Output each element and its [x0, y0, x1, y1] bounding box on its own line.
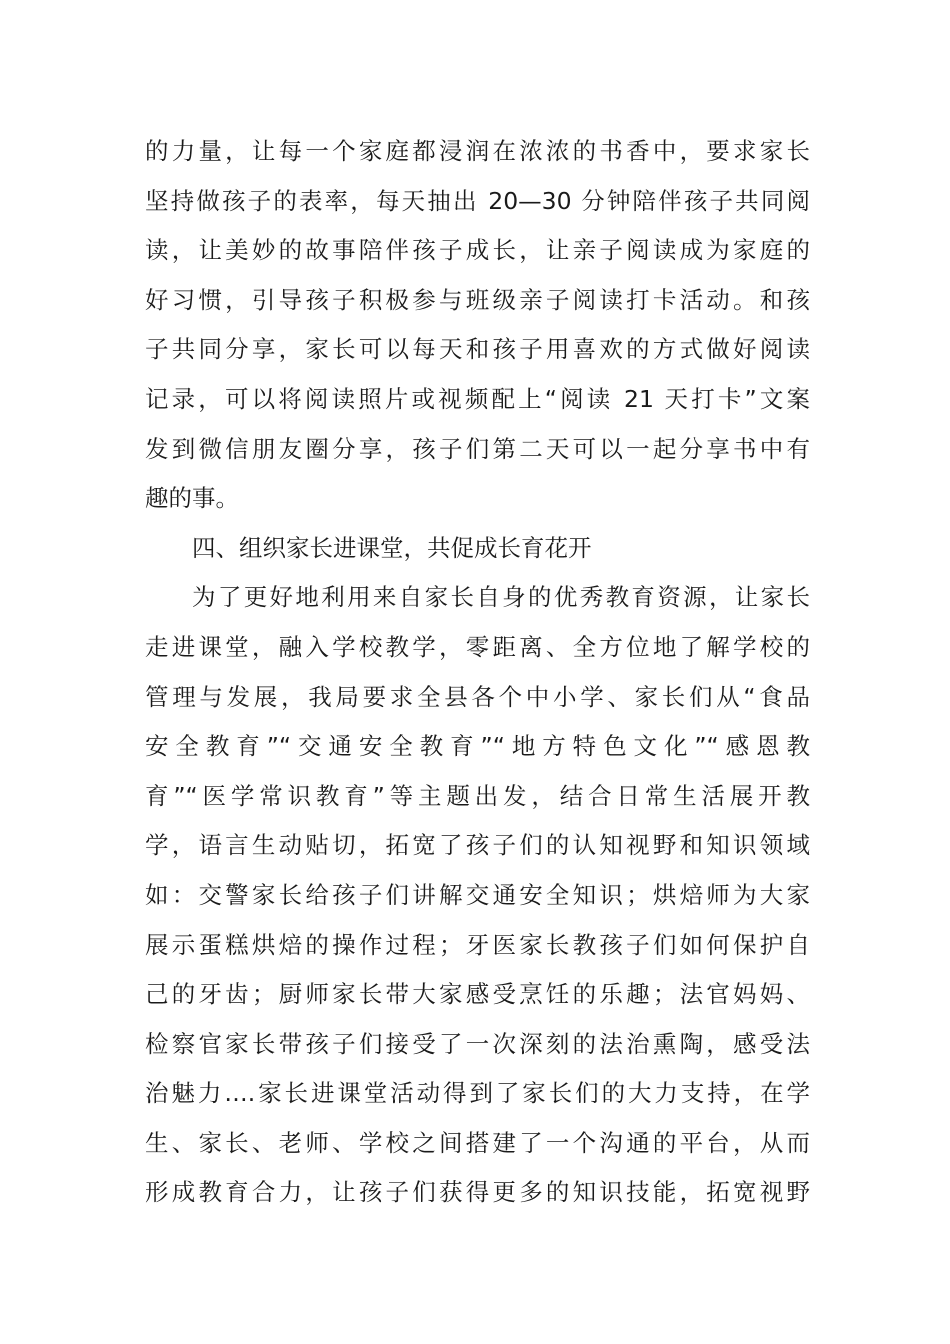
body-text [145, 127, 810, 1218]
text-line: 形成教育合力，让孩子们获得更多的知识技能，拓宽视野 [145, 1178, 810, 1207]
text-line: 走进课堂，融入学校教学，零距离、全方位地了解学校的 [145, 632, 810, 661]
text-line: 为了更好地利用来自家长自身的优秀教育资源，让家长 [192, 583, 810, 612]
text-line: 如：交警家长给孩子们讲解交通安全知识；烘焙师为大家 [145, 880, 810, 909]
text-line: 己的牙齿；厨师家长带大家感受烹饪的乐趣；法官妈妈、 [145, 980, 810, 1009]
text-line: 读，让美妙的故事陪伴孩子成长，让亲子阅读成为家庭的 [145, 236, 810, 265]
text-line: 趣的事。 [145, 484, 239, 513]
text-line: 安全教育”“交通安全教育”“地方特色文化”“感恩教 [145, 732, 810, 761]
section-heading: 四、组织家长进课堂，共促成长育花开 [192, 533, 592, 562]
text-line: 育”“医学常识教育”等主题出发，结合日常生活展开教 [145, 781, 810, 810]
text-line: 好习惯，引导孩子积极参与班级亲子阅读打卡活动。和孩 [145, 285, 810, 314]
text-line: 子共同分享，家长可以每天和孩子用喜欢的方式做好阅读 [145, 335, 810, 364]
text-line: 记录，可以将阅读照片或视频配上“阅读 21 天打卡”文案 [145, 384, 810, 413]
text-line: 的力量，让每一个家庭都浸润在浓浓的书香中，要求家长 [145, 137, 810, 165]
text-line: 坚持做孩子的表率，每天抽出 20—30 分钟陪伴孩子共同阅 [145, 186, 810, 215]
text-line: 治魅力….家长进课堂活动得到了家长们的大力支持，在学 [145, 1079, 810, 1108]
text-line: 生、家长、老师、学校之间搭建了一个沟通的平台，从而 [145, 1128, 810, 1157]
text-line: 学，语言生动贴切，拓宽了孩子们的认知视野和知识领域 [145, 831, 810, 860]
paragraph-reading-habits [145, 127, 810, 524]
text-line: 展示蛋糕烘焙的操作过程；牙医家长教孩子们如何保护自 [145, 930, 810, 959]
text-line: 管理与发展，我局要求全县各个中小学、家长们从“食品 [145, 682, 810, 711]
text-line: 发到微信朋友圈分享，孩子们第二天可以一起分享书中有 [145, 434, 810, 463]
paragraph-parents-in-classroom [145, 573, 810, 1218]
text-line: 检察官家长带孩子们接受了一次深刻的法治熏陶，感受法 [145, 1029, 810, 1058]
